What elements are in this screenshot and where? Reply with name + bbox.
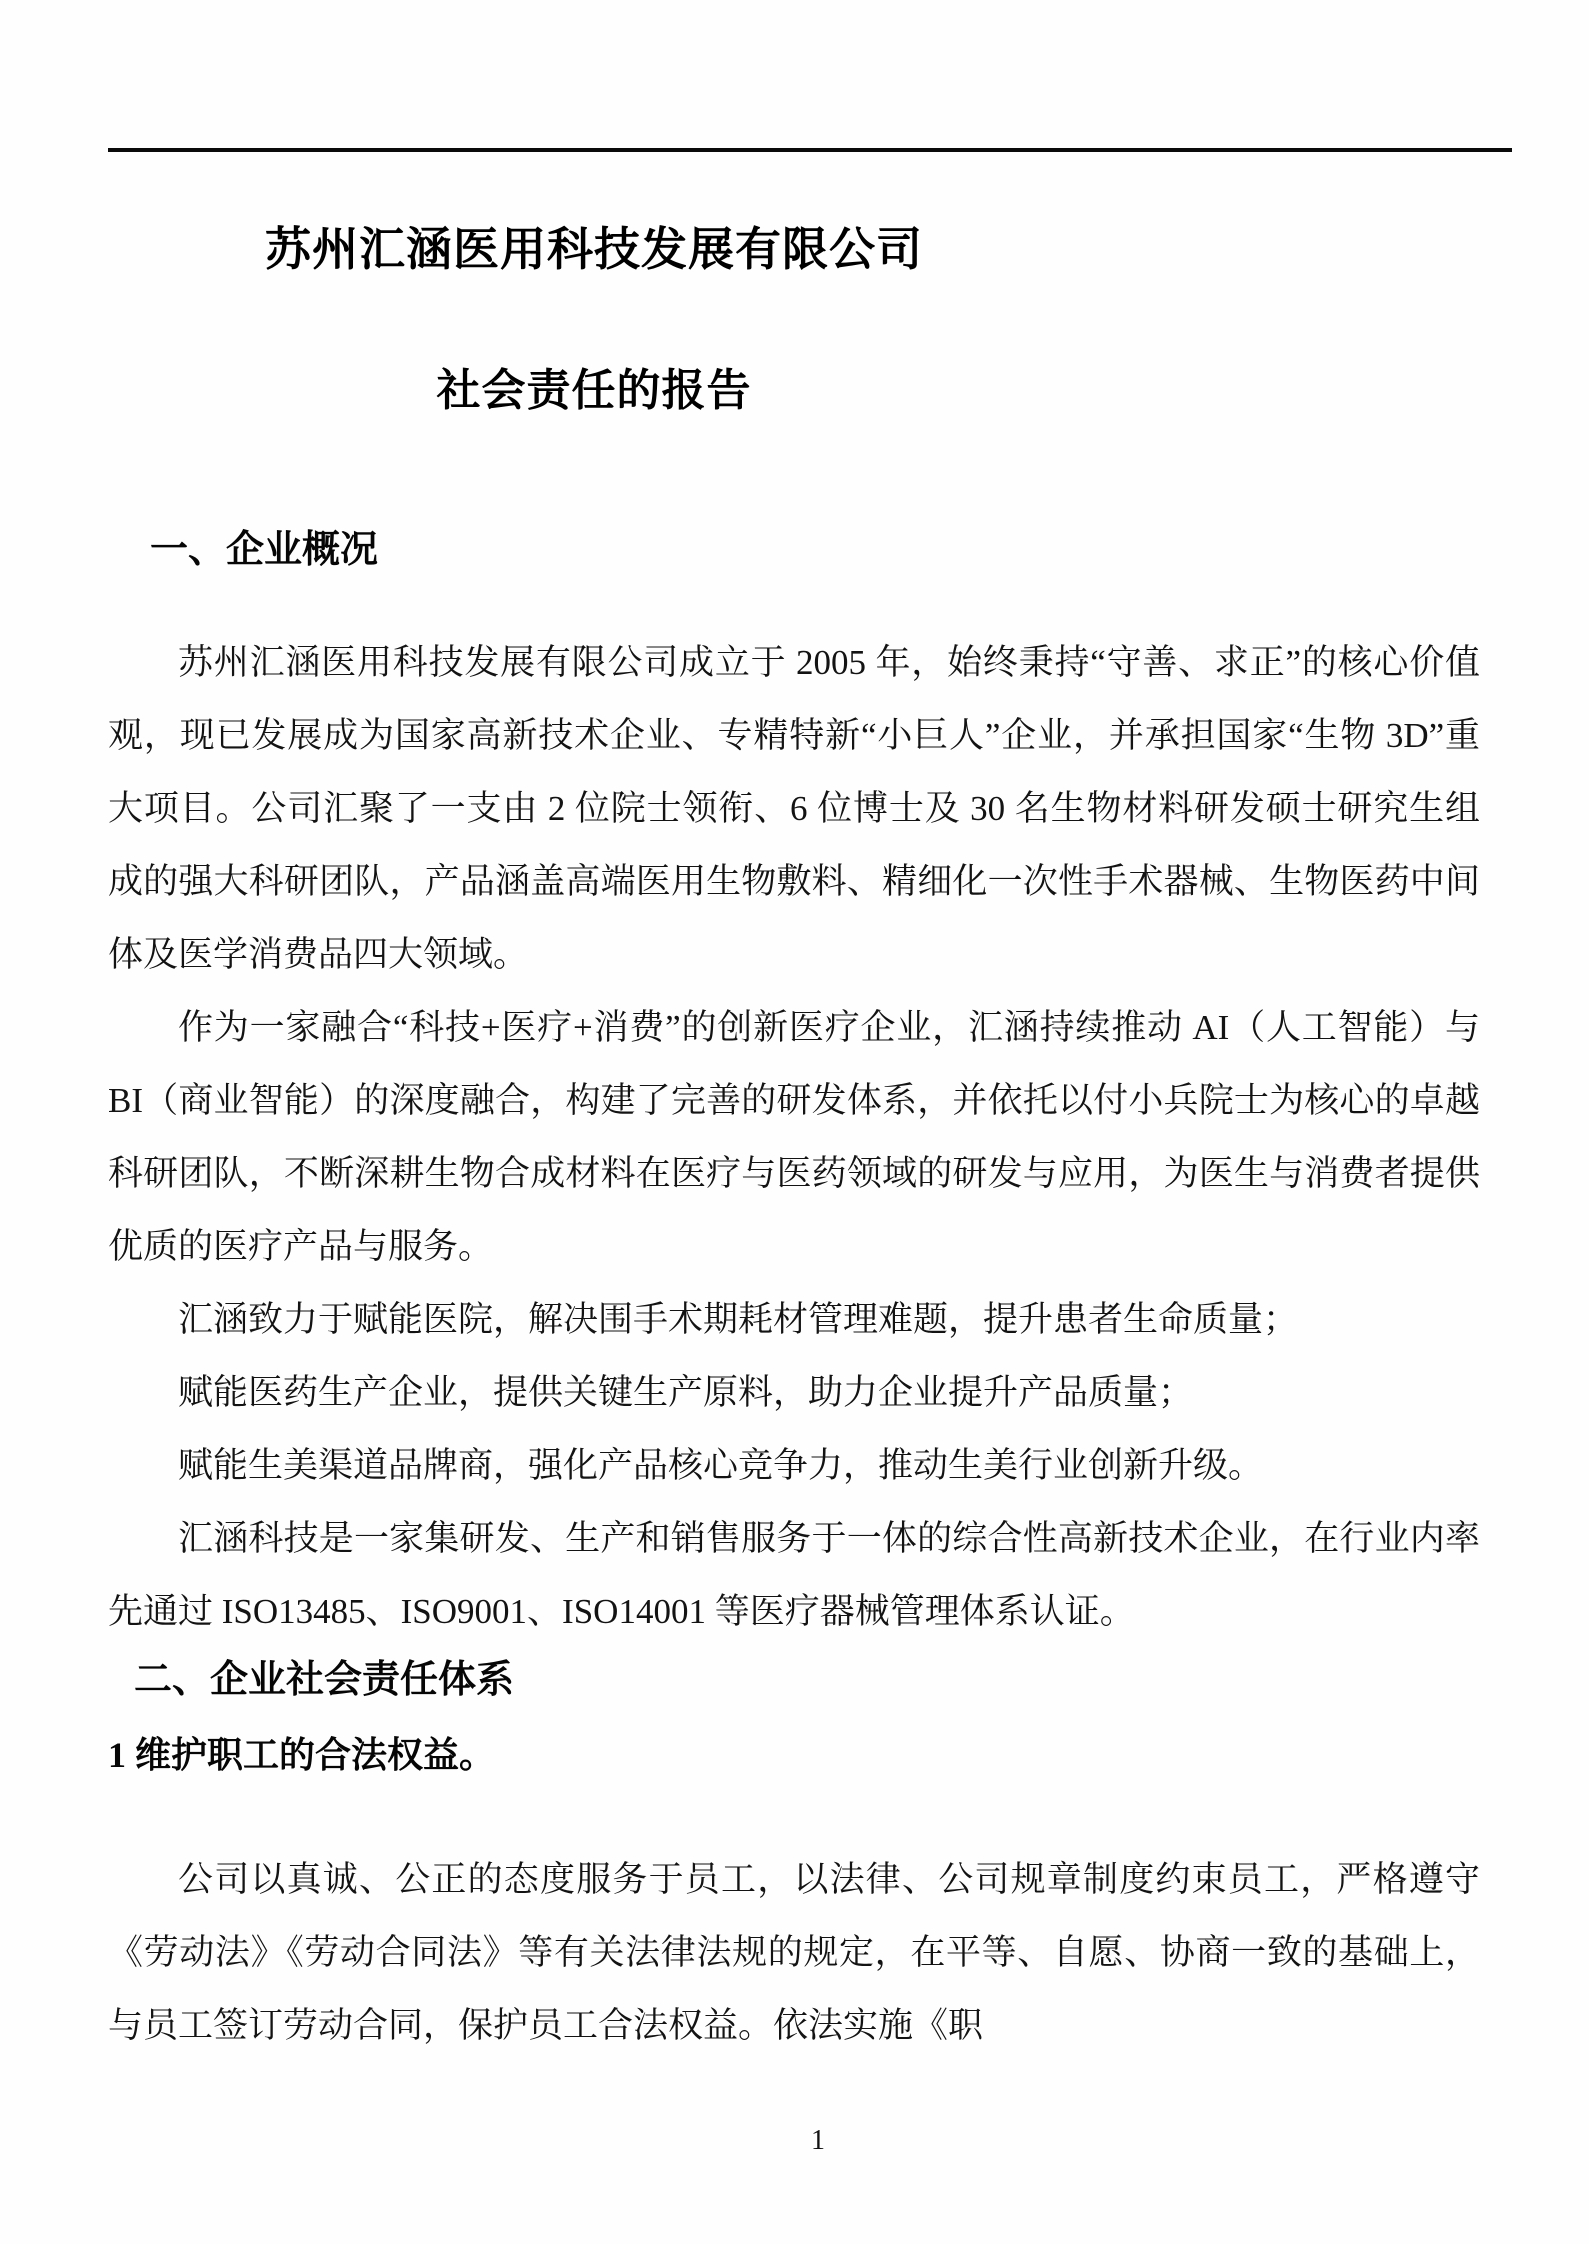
- paragraph-empower-pharma: 赋能医药生产企业，提供关键生产原料，助力企业提升产品质量；: [178, 1373, 1194, 1412]
- page-number: 1: [811, 2125, 825, 2156]
- paragraph-company-intro: 苏州汇涵医用科技发展有限公司成立于 2005 年，始终秉持“守善、求正”的核心价值观，现已发展成为国家高新技术企业、专精特新“小巨人”企业，并承担国家“生物 3D”重大项目。公司汇聚了一支由 2 位院士领衔、6 位博士及 30 名生物材料研发硕士研究生组成的强大科研团队，产品涵盖高端医用生物敷料、精细化一次性手术器械、生物医药中间体及医学消费品四大领域。: [108, 643, 1480, 974]
- section-heading-csr-system: 二、企业社会责任体系: [134, 1659, 515, 1701]
- document-body: [0, 220, 1589, 2158]
- paragraph-empower-beauty: 赋能生美渠道品牌商，强化产品核心竞争力，推动生美行业创新升级。: [178, 1446, 1264, 1485]
- section-heading-company-overview: 一、企业概况: [150, 529, 379, 571]
- paragraph-certifications: 汇涵科技是一家集研发、生产和销售服务于一体的综合性高新技术企业，在行业内率先通过 ISO13485、ISO9001、ISO14001 等医疗器械管理体系认证。: [108, 1519, 1480, 1631]
- header-divider-line: [108, 148, 1512, 152]
- paragraph-employee-rights: 公司以真诚、公正的态度服务于员工，以法律、公司规章制度约束员工，严格遵守《劳动法》《劳动合同法》等有关法律法规的规定，在平等、自愿、协商一致的基础上，与员工签订劳动合同，保护员工合法权益。依法实施《职: [108, 1860, 1480, 2045]
- paragraph-innovation: 作为一家融合“科技+医疗+消费”的创新医疗企业，汇涵持续推动 AI（人工智能）与 BI（商业智能）的深度融合，构建了完善的研发体系，并依托以付小兵院士为核心的卓越科研团队，不断深耕生物合成材料在医疗与医药领域的研发与应用，为医生与消费者提供优质的医疗产品与服务。: [108, 1008, 1480, 1266]
- report-subtitle: 社会责任的报告: [436, 366, 752, 415]
- subsection-heading-employee-rights: 1 维护职工的合法权益。: [108, 1735, 496, 1775]
- paragraph-empower-hospitals: 汇涵致力于赋能医院，解决围手术期耗材管理难题，提升患者生命质量；: [178, 1300, 1299, 1339]
- document-title: 苏州汇涵医用科技发展有限公司: [265, 224, 923, 275]
